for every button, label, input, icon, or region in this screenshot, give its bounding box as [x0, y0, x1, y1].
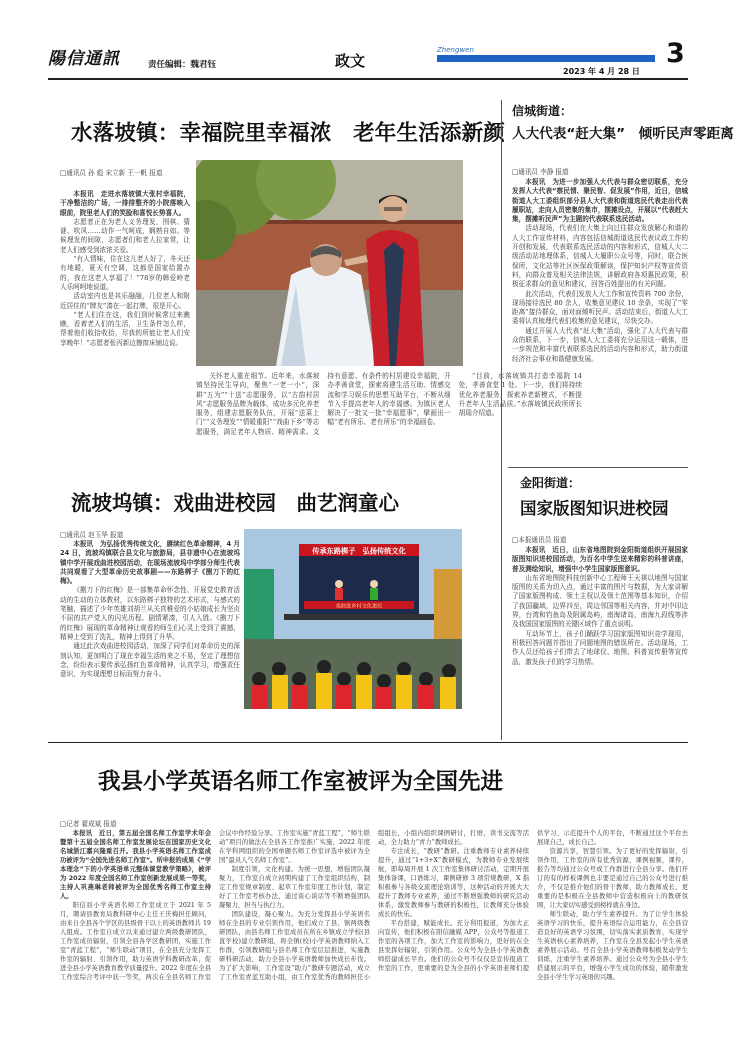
article2-byline-text: □通讯员 赵玉华 报道 — [60, 531, 124, 539]
opera-stage-image — [244, 529, 462, 709]
blue-bar — [437, 55, 655, 62]
article2-lead: 本报讯 为弘扬优秀传统文化，赓续红色革命精神，4 月 24 日，流坡坞镇联合县文化与旅游局，县非遗中心在流坡坞镇中学开展戏曲进校园活动，在现场流坡坞中学部分师生代表共同观看了大型革命历史故事剧——东路梆子《捌刀下的红梅》。 — [60, 540, 240, 586]
article4-body — [512, 546, 688, 738]
section-pinyin: Zhengwen — [437, 46, 474, 54]
stage-sub-banner-text: 戏曲进乡村文化惠民 — [335, 603, 383, 610]
article1-para: “目前，水落坡镇共打造幸福院 14 处，孝善食堂 1 处。下一步，我们将持续优化养老服务，探索养老新模式，不断提升老年人生活品质。”水落坡镇民政所所长胡瑞介绍道。 — [458, 372, 582, 418]
article3-byline-text: □通讯员 李静 报道 — [512, 168, 569, 176]
article1-para: “老人们住在这，我们到时候常过来瞧瞧，看着老人们的生活，卫生条件怎么样，帮着他们收拾收拾，尽我的所能让老人们安享晚年！”志愿者张丙新边擦窗床铺边说。 — [60, 310, 190, 347]
editor-credit: 责任编辑：魏君钰 — [148, 60, 217, 70]
article5-lead: 本报讯 近日，第五届全国名师工作室学术年会暨第十五届全国名师工作室发展论坛在国家历史文化名城浙江嘉兴隆重召开。我县小学英语名师工作室成功被评为“全国先进名师工作室”。所申报的成果《“学本理念”下的小学英语单元整体课堂教学策略》，被评为 2022 年度全国名师工作室创新发展成果一等奖，主持人巩燕琳老师被评为全国优秀名师工作室主持人。 — [60, 830, 211, 900]
article4-byline-text: □本报通讯员 报道 — [512, 536, 567, 544]
article5-byline-text: □记者 翟成斌 报道 — [60, 820, 117, 828]
barber-scene-image — [196, 160, 463, 366]
article4-byline — [512, 534, 688, 544]
article5-para: 平台搭建，赋能成长。充分利用报道，为加大正向宣传，他们积极在阳信融媒 APP，公众号等报道工作室的各项工作，加大工作室的影响力，更好的在全县发挥好辐射，引领作用。公众号为全县小学英语教师搭建成长平台。他们的公众号不仅仅是宣传报道工作室的工作，更重要的是为全县的小学英语老师们提供学习、示范提升个人的平台，不断通过这个平台去展现自己，成长自己。 — [378, 830, 688, 972]
issue-date: 2023 年 4 月 28 日 — [563, 67, 640, 76]
article3-rule — [508, 467, 688, 468]
article2-byline — [60, 529, 240, 539]
paper-name-logo: 陽信通訊 — [48, 49, 120, 69]
article3-headline: 人大代表“赶大集” 倾听民声零距离 — [512, 126, 734, 142]
article1-para: 志愿者正在为老人义务理发，围棋、猜谜、吹风……动作一气呵成，娴熟自如。等候理发的间隙，志愿者们和老人拉家常，让老人们感受到浓浓关爱。 — [60, 217, 190, 254]
article3-body — [512, 178, 688, 461]
article5-para: 团队建设，凝心聚力。为充分发挥县小学英语名师在全县的专业引领作用，他们成立了县、镇两级教研团队，由县名师工作室成员在所在乡镇成立学校(县直学校)建立教研组，将全镇(校)小学英语教师纳入工作群，引领教研组与县名师工作室层层推进，实施教研科研活动，助力全县小学英语教师加快成长步伐。为了扩大影响，工作室设“助力”教研专题活动，成立了工作室青蓝互助小组，由工作室优秀的教师担任小组组长，小组内组织课例研讨，打磨，读书交流等活动，全力助力“青力”教师成长。 — [219, 830, 529, 981]
right-column-divider — [501, 100, 502, 740]
article5-headline: 我县小学英语名师工作室被评为全国先进 — [98, 769, 504, 795]
article5-para: 资源共享，智慧引领。为了更好的发挥辐射，引领作用，工作室的所有优秀资源，课例视频，课件，报告等均通过公众号或工作群进行全县分享。他们开订的有的样板课例也丰要是通过自己的公众号进行推介，不仅是推介他们的骨干教师，助力教师成长，更重要的是积极在全县教师中营造积极向上的教研氛围，让大家切实感受到榜样就在身边。 — [537, 848, 688, 909]
article2-col1 — [60, 540, 240, 730]
article1-col1 — [60, 190, 190, 472]
article3-para: 此次活动，代表们发放人大工作和宣传资料 700 余份，现场接待选民 80 余人，收集意见建议 10 余条，实现了“零距离”接待群众，面对面倾听民声。活动结束后，街道人大工委将认真梳理代表们收集的意见建议，尽快交办。 — [512, 289, 688, 326]
article2-tail — [244, 712, 462, 738]
article2-photo — [244, 529, 462, 709]
stage-banner-text: 传承东路梆子 弘扬传统文化 — [312, 546, 406, 556]
masthead-rule — [48, 78, 688, 80]
section-title: 政文 — [335, 52, 366, 70]
article5-byline — [60, 818, 220, 828]
article4-para: 山东省地图院科技创新中心工程师王天祺以地图与国家版图的关系为切入点，通过丰富的图片与数据，为大家讲解了国家版图构成、领土主权以及领土范围等基本知识，介绍了我国疆域，边界四至，周边邻国等相关内容，并对中印边界，台湾和钓鱼岛及附属岛屿，南海诸岛，南海九段线等涉及我国国家版图的关键区域作了重点说明。 — [512, 573, 688, 629]
article1-para: 关怀老人重在细节。近年来，水落坡镇坚持民生导向，聚焦“一老一小”，深耕“五为”“十送”志愿服务，以“古韵村居风”志愿服务品牌为载体，成功多元化养老服务，组建志愿服务队伍，开展“送菜上门”“义务理发”“情暖重阳”“戏曲下乡”等志愿服务，满足老年人物质、精神需求。支持有意愿、有条件的村居建设幸福院，开办孝善食堂，探索将建生活互助、情感交流和学习娱乐的思想互助平台，不断从细节入手提高老年人的幸福感。为镇区老人解决了一批又一批“幸福愿事”，擘画出一幅“老有所乐、老有所乐”的幸福画卷。 — [196, 372, 451, 436]
article1-byline-text: □通讯员 孙 彪 宋立新 王一帆 报道 — [60, 169, 163, 177]
article5-para: 阳信县小学英语名师工作室成立于 2021 年 5 月，聘请县教育局教科研中心主任王庆梅担任顾问，由来自全县各个学区的县级骨干以上的英语教师共 19 人组成。工作室自成立以来通过建立两级教研团队，工作室成员辐射，引领全县各学区教研团，实施工作室“青蓝工程”，“师生联动”项目，在全县充分发挥工作室的辐射、引领作用，助力英语学科教研改革，促进全县小学英语教育教学质量提升。2022 年度在全县工作室综合考评中获一等奖，两次在全县名师工作室会议中作经验分享。工作室实施“青蓝工程”，“师生联动”项目的做法在全县各工作室推广实施，2022 年度在学科网组织的全国单题名师工作室评选中被评为全国“最具人气名师工作室”。 — [60, 830, 370, 981]
article5-top-rule — [48, 742, 688, 743]
article5-body — [60, 829, 688, 1041]
article1-para: “有人情味，住在这儿老人好了，冬天还有地暖，夏天有空调，这都是国家给置办的，我在这老人享福了！”78岁的韩爱岭老人乐呵呵地说道。 — [60, 255, 190, 291]
article5-para: 师生联动，助力学生素养提升。为了让学生体验英语学习的快乐，提升英语综合运用能力，在全县营造良好的英语学习氛围，切实落实素质教育，实现学生英语核心素养培养，工作室在全县发起小学生英语素养展示活动。号召全县小学英语教师积极发动学生训练，注重学生素养培养。通过公众号为全县小学生搭建展示的平台，增强小学生成功的体验，随带激发全县小学生学习英语的兴趣。 — [537, 911, 688, 981]
article2-para: 《捌刀下的红梅》是一部集革命怀念性、开展党史教育活动的生动的立体教材，以东路梆子独特的艺术形式，与感式的笔触，描述了少年英雄刘胡兰从关真稚爱的小姑娘成长为坚贞不屈的共产党人的闪光历程。剧情紧凑，引人入胜。《捌刀下的红梅》展现的革命精神让观看的师生们心灵上受到了震撼，精神上受到了洗礼，精神上得到了升华。 — [60, 586, 240, 641]
article4-kicker: 金阳街道： — [520, 476, 581, 490]
page-number: 3 — [666, 38, 685, 69]
article1-byline — [60, 168, 190, 178]
article2-para: 通过此次戏曲进校园活动，加深了同学们对革命历史的深刻认知，更加明白了现在幸福生活的来之不易，坚定了理想信念，纷纷表示要传承弘扬红色革命精神，认真学习，增强责任意识，为实现理想目标而努力奋斗。 — [60, 642, 240, 679]
article1-photo — [196, 160, 463, 366]
article4-para: 互动环节上，孩子们踊跃学习国家版图知识竞学现用，积极回答问题并指出了问题地图的错误所在。活动现场，工作人员还给孩子们带去了地球仪、地图、科普宣传册等宣传品，激发孩子们的学习热情。 — [512, 629, 688, 666]
article5-para: 专注成长，“教研”教研。注重教师专业素养持续提升，通过“1+3+X”教研模式，为教师专业发展续航，即每周开展 1 次工作室集体研讨活动，定期开展集体备课，口语练习，课例研修 3 项常规教研，X 指积极参与各级交流理论培训等，这种活动的开展大大提升了教师专业素养，通过不断增强教师的研究活动体系，激发教师参与教研的积极性，让教师充分体验成长的快乐。 — [378, 848, 529, 918]
article2-headline: 流坡坞镇：戏曲进校园 曲艺润童心 — [71, 491, 399, 515]
article1-para: 活动室内也是其乐融融，几位老人和附近居住的“牌友”凑在一起打牌，很是开心。 — [60, 292, 190, 310]
article3-byline — [512, 166, 688, 176]
article3-para: 通过开展人大代表“赶大集”活动，强化了人大代表与群众的联系，下一步，信城人大工委将充分运用这一载体，进一步规范和丰富代表联系选民的活动内容和形式，助力街道经济社会事业和谐健康发展。 — [512, 326, 688, 363]
article4-lead: 本报讯 近日，山东省地图院到金阳街道组织开展国家版图知识进校园活动，为百名中学生送来精彩的科普讲座，普及测绘知识，增强中小学生国家版图意识。 — [512, 546, 688, 573]
article4-headline: 国家版图知识进校园 — [520, 499, 669, 518]
masthead — [0, 0, 735, 88]
article3-kicker: 信城街道： — [512, 104, 573, 118]
article1-headline: 水落坡镇：幸福院里幸福浓 老年生活添新颜 — [71, 121, 506, 146]
article5-para: 制度引领，文化构建。为统一思想，增强团队凝聚力，工作室自成立初期构建了工作室组织结构，制定工作室规章制度、起草工作室年度工作计划，制定好了工作室考核办法，通过谈心谈话等不断增强团队凝聚力，担当与执行力。 — [219, 866, 370, 909]
article3-lead: 本报讯 为进一步加强人大代表与群众密切联系，充分发挥人大代表“察民情、聚民智、促发展”作用，近日，信城街道人大工委组织部分县人大代表和街道选民代表走出代表履职站，走向人员密集的集市，摆摊设点，开展以“代表赶大集，摆摊听民声”为主题的代表联系选民活动。 — [512, 178, 688, 224]
article1-lead: 本报讯 走进水落坡镇大张村幸福院，干净整洁的广场，一排排整齐的小院落映入眼前，院里老人们的笑脸和喜悦长势喜人。 — [60, 190, 190, 217]
article3-para: 活动现场，代表们在大集上向过往群众发放解心和谐的人大工作宣传材料，内容包括信城街道选民代表议政工作的开创和发展，代表联系选民活动的内容和形式，信城人大二级活动站地理体系，信城人大履职公众号等，同时，联合医保所，文化站等社区医保政策解读，保护知识产权等宣传资料，向群众普及相关法律法规，讲解政府各项惠民政策，积极征求群众的意见和建议，回答百姓提出的有关问题。 — [512, 224, 688, 289]
